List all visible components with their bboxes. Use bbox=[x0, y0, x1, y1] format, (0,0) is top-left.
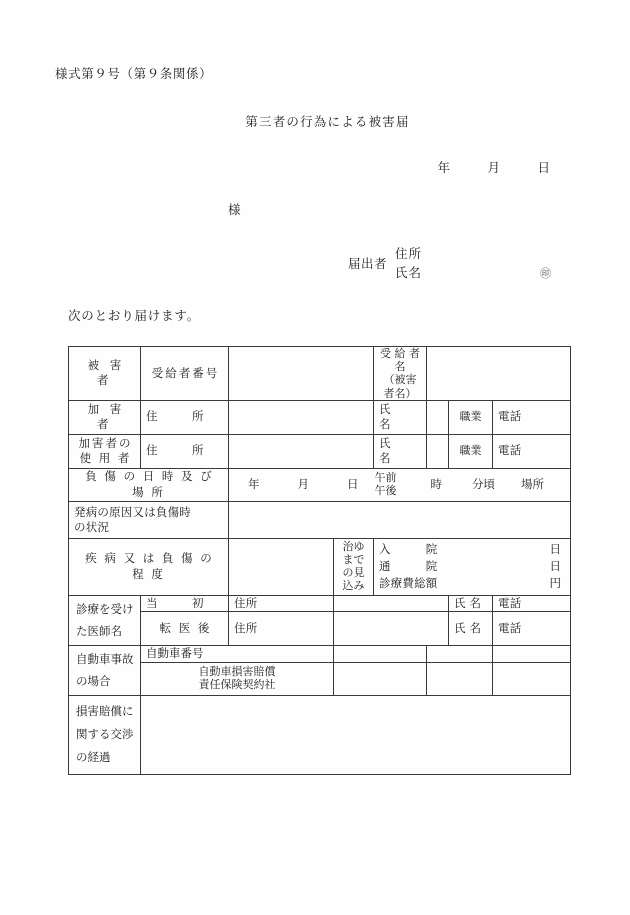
vehicle-insurance-value-a[interactable] bbox=[334, 662, 427, 695]
severity-estimate-items[interactable] bbox=[374, 538, 571, 595]
estimate-item-total-cost: 診療費総額 円 bbox=[379, 576, 562, 591]
submitter-block bbox=[348, 244, 551, 283]
cause-label: 発病の原因又は負傷時 の状況 bbox=[69, 501, 229, 538]
table-row-severity bbox=[69, 538, 571, 595]
vehicle-row-label: 自動車事故 の場合 bbox=[69, 646, 141, 696]
injury-day-label: 日 bbox=[347, 476, 359, 491]
doctor-initial-phone-label: 電話 bbox=[493, 595, 571, 612]
offender-name-value[interactable] bbox=[427, 400, 449, 434]
injury-year-label: 年 bbox=[248, 476, 260, 491]
offender-employer-address-label: 住 所 bbox=[141, 434, 229, 468]
form-number: 様式第９号（第９条関係） bbox=[55, 66, 213, 81]
offender-employer-name-label: 氏 名 bbox=[374, 434, 427, 468]
intro-sentence: 次のとおり届けます。 bbox=[68, 308, 201, 323]
table-row-offender bbox=[69, 400, 571, 434]
vehicle-insurance-label: 自動車損害賠償 責任保険契約社 bbox=[141, 662, 334, 695]
damage-report-table bbox=[68, 346, 571, 775]
table-row-cause bbox=[69, 501, 571, 538]
vehicle-number-value-c[interactable] bbox=[493, 646, 571, 663]
injury-place-label: 場所 bbox=[521, 476, 544, 491]
table-row-doctor-initial bbox=[69, 595, 571, 612]
victim-number-label: 受給者番号 bbox=[141, 347, 229, 401]
vehicle-number-value-b[interactable] bbox=[427, 646, 493, 663]
date-line: 年 月 日 bbox=[437, 160, 550, 175]
addressee-field: 様 bbox=[228, 202, 241, 217]
estimate-item-inpatient: 入 院 日 bbox=[379, 541, 562, 556]
cause-value[interactable] bbox=[229, 501, 571, 538]
doctor-initial-address-value[interactable] bbox=[334, 595, 449, 612]
table-row-victim bbox=[69, 347, 571, 401]
negotiation-label: 損害賠償に 関する交渉 の経過 bbox=[69, 695, 141, 774]
doctor-transfer-phone-label: 電話 bbox=[493, 612, 571, 646]
submitter-address-label: 住所 bbox=[395, 246, 423, 261]
offender-employer-name-value[interactable] bbox=[427, 434, 449, 468]
vehicle-number-label: 自動車番号 bbox=[141, 646, 334, 663]
offender-employer-occupation-label: 職業 bbox=[449, 434, 493, 468]
submitter-name-row bbox=[395, 263, 551, 282]
table-row-vehicle-number bbox=[69, 646, 571, 663]
doctor-transfer-name-label: 氏 名 bbox=[449, 612, 493, 646]
injury-ampm-label: 午前 午後 bbox=[374, 471, 397, 497]
table-row-negotiation bbox=[69, 695, 571, 774]
seal-icon: ㊞ bbox=[540, 266, 552, 280]
doctor-initial-name-label: 氏 名 bbox=[449, 595, 493, 612]
offender-occupation-label: 職業 bbox=[449, 400, 493, 434]
injury-minute-label: 分頃 bbox=[472, 476, 495, 491]
doctor-row-label: 診療を受け た医師名 bbox=[69, 595, 141, 646]
submitter-fields bbox=[395, 244, 551, 283]
doctor-transfer-stage-label: 転 医 後 bbox=[141, 612, 229, 646]
offender-row-label: 加 害 者 bbox=[69, 400, 141, 434]
offender-name-label: 氏 名 bbox=[374, 400, 427, 434]
injury-hour-label: 時 bbox=[430, 476, 442, 491]
victim-name-label: 受 給 者 名 （被害者名） bbox=[374, 347, 427, 401]
severity-estimate-label: 治ゆまで の見込み bbox=[334, 538, 374, 595]
offender-employer-address-value[interactable] bbox=[229, 434, 374, 468]
offender-address-value[interactable] bbox=[229, 400, 374, 434]
vehicle-number-value-a[interactable] bbox=[334, 646, 427, 663]
offender-phone-label: 電話 bbox=[493, 400, 571, 434]
victim-name-value[interactable] bbox=[427, 347, 571, 401]
severity-value[interactable] bbox=[229, 538, 334, 595]
victim-row-label: 被 害 者 bbox=[69, 347, 141, 401]
vehicle-insurance-value-c[interactable] bbox=[493, 662, 571, 695]
vehicle-insurance-value-b[interactable] bbox=[427, 662, 493, 695]
table-row-vehicle-insurance bbox=[69, 662, 571, 695]
table-row-injury-datetime bbox=[69, 468, 571, 501]
victim-number-value[interactable] bbox=[229, 347, 374, 401]
estimate-item-outpatient: 通 院 日 bbox=[379, 559, 562, 574]
doctor-transfer-address-value[interactable] bbox=[334, 612, 449, 646]
offender-employer-phone-label: 電話 bbox=[493, 434, 571, 468]
offender-address-label: 住 所 bbox=[141, 400, 229, 434]
table-row-doctor-transfer bbox=[69, 612, 571, 646]
doctor-initial-stage-label: 当 初 bbox=[141, 595, 229, 612]
submitter-label: 届出者 bbox=[348, 256, 388, 272]
injury-month-label: 月 bbox=[297, 476, 309, 491]
doctor-initial-address-label: 住所 bbox=[229, 595, 334, 612]
doctor-transfer-address-label: 住所 bbox=[229, 612, 334, 646]
injury-datetime-value[interactable] bbox=[229, 468, 571, 501]
submitter-name-label: 氏名 bbox=[395, 265, 423, 281]
submitter-address-row bbox=[395, 244, 551, 263]
injury-datetime-label: 負 傷 の 日 時 及 び 場 所 bbox=[69, 468, 229, 501]
table-row-offender-employer bbox=[69, 434, 571, 468]
page-title: 第三者の行為による被害届 bbox=[245, 114, 410, 129]
negotiation-value[interactable] bbox=[141, 695, 571, 774]
offender-employer-row-label: 加害者の 使 用 者 bbox=[69, 434, 141, 468]
severity-label: 疾 病 又 は 負 傷 の 程 度 bbox=[69, 538, 229, 595]
